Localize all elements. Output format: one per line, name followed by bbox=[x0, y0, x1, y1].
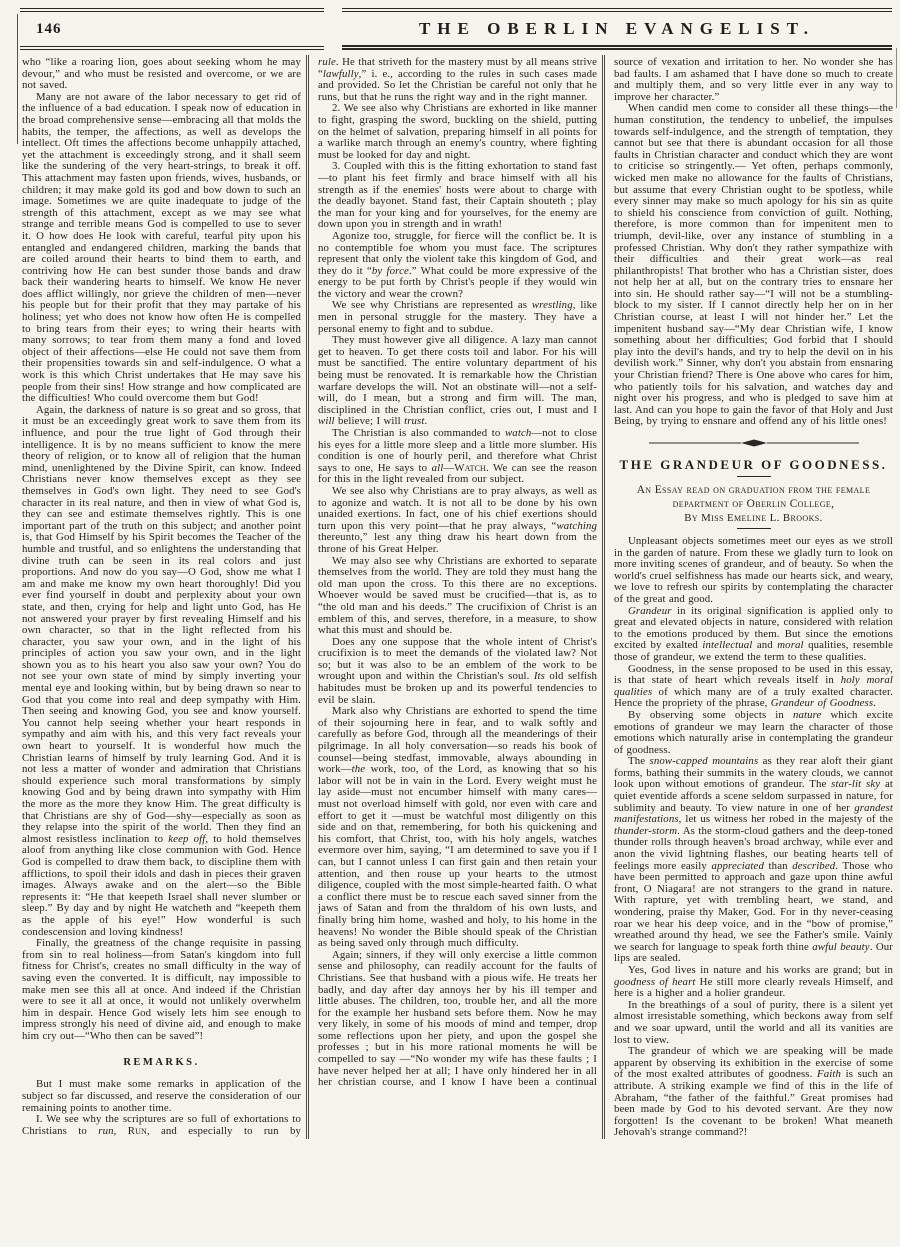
article-paragraph: I. We see why the scriptures are so full of exhortations to Christians to run, Run, and especially to run by bbox=[22, 1113, 301, 1137]
article-paragraph: source of vexation and irritation to her. No wonder she has bad faults. I am ashamed that I have done so much to create and multiply them, and so very little ever in any way to improve her character.” bbox=[614, 56, 893, 103]
article-paragraph: Again, the darkness of nature is so great and so gross, that it must be an exceedingly great work to save them from its influence, and pour the true light of God through their intelligence. It is by no means sufficient to know the mere theory of religion, or to know all of religion that the human mind, unenlightened by the Divine Spirit, can know. Indeed Christians never know themselves except as they see themselves in God's own light. They need to see God's character in its real nature, and then in view of what God is, they can see and estimate themselves rightly. This is one important part of the truth on this subject; and another point is, that God Himself by his Spirit becomes the Teacher of the humble and trustful, and so enlightens the understanding that divine truth can be seen in its real colors and just proportions. And now do you say—O God, show me what I am and make me know my own heart thoroughly! Did you ever find yourself in doubt and perplexity about your own state, and then, crying for help and light unto God, has He not answered your prayer by first revealing Himself and his own character, so that in the light reflected from his character, you saw your own, and in the light of his principles of action you saw your own, and in the light shown you as to his heart you also saw your own? You do not see your own state of mind by simply inverting your mental eye and looking within, but by being drawn so near to God that you come into real and deep sympathy with Him. Then seeing and knowing God, you see and know yourself. You cannot help seeing whether your heart responds in sympathy and aim with his, and this very fact reveals your own heart to yourself. It is wonderful how much the Christian learns of himself by truly learning God. And it is not less a matter of wonder and admiration that Christians should experience such moral transformations by simply knowing God and by being drawn into sympathy with Him the more as the more they know Him. The great difficulty is that Christians are shy of God—shy—especially as soon as they relapse into the spirit of the world. Then they find an almost resistless inclination to keep off, to hold themselves aloof from anything like close communion with God. Hence God is compelled to draw them back, to discipline them with afflictions, to spoil their idols and dash in pieces their graven images. Always awake and on the alert—so the Bible represents it: “He that keepeth Israel shall never slumber or sleep.” By day and by night He watcheth and “keepeth them as the apple of his eye!” How wonderful is such condescension and loving kindness! bbox=[22, 403, 301, 938]
essay-paragraph: In the breathings of a soul of purity, there is a silent yet almost irresistable something, which beckons away from self and we soar upward, until the world and all its vanities are lost to view. bbox=[614, 998, 893, 1046]
scan-edge-line bbox=[896, 48, 897, 108]
article-paragraph: Agonize too, struggle, for fierce will the conflict be. It is no contemptible foe whom you must face. The scriptures represent that only the violent take this kingdom of God, and they do it “by force.” What could be more expressive of the energy to be put forth by Christ's people if they would win the victory and wear the crown? bbox=[318, 229, 598, 300]
column-2 bbox=[306, 55, 597, 1139]
essay-subtitle-line2: department of Oberlin College, bbox=[672, 497, 835, 510]
essay-paragraph: Yes, God lives in nature and his works are grand; but in goodness of heart He still more clearly reveals Himself, and here is a higher and a holier grandeur. bbox=[614, 963, 893, 1000]
article-paragraph: We see also why Christians are to pray always, as well as to agonize and watch. It is not all to be done by his own unaided exertions. In fact, one of his chief exertions should turn upon this very point—that he pray always, “watching thereunto,” lest any thing draw his heart down from the throne of his Great Helper. bbox=[318, 484, 597, 555]
article-paragraph: 2. We see also why Christians are exhorted in like manner to fight, grasping the sword, buckling on the shield, putting on the helmet of salvation, preparing himself in all points for a warlike march through an enemy's country, where fighting must be looked for day and night. bbox=[318, 102, 597, 161]
section-divider bbox=[614, 438, 893, 448]
essay-title: THE GRANDEUR OF GOODNESS. bbox=[619, 457, 888, 472]
article-paragraph: rule. He that striveth for the mastery must by all means strive “lawfully,” i. e., according to the rules in such cases made and provided. So let the Christian be careful not only that he runs, but that he runs the right way and in the right manner. bbox=[318, 56, 597, 103]
article-paragraph: Finally, the greatness of the change requisite in passing from sin to real holiness—from Satan's kingdom into full fitness for Christ's, creates no small difficulty in the way of saving even the converted. It is difficult, nay impossible to make men see this all at once. And indeed if the Christian were to see it all at once, it would not unlikely overwhelm him in despair. Hence God wisely lets him see enough to impress strongly his need of divine aid, and enough to make him cry out—“Who then can be saved”! bbox=[22, 937, 301, 1042]
article-paragraph: Does any one suppose that the whole intent of Christ's crucifixion is to meet the demands of the violated law? Not so; but it was also to be an emblem of the work to be wrought upon and within the Christian's soul. Its old selfish habitudes must be broken up and its powerful tendencies to evil be slain. bbox=[318, 635, 597, 706]
article-paragraph: The Christian is also commanded to watch—not to close his eyes for a little more sleep and a little more slumber. His condition is one of hourly peril, and therefore what Christ says to one, He says to all—Watch. We can see the reason for this in the light revealed from our subject. bbox=[318, 427, 598, 486]
diamond-divider-icon bbox=[649, 438, 859, 448]
newspaper-page bbox=[0, 8, 900, 1247]
article-paragraph: They must however give all diligence. A lazy man cannot get to heaven. To get there costs toil and labor. For his will must be sanctified. The entire voluntary department of his being must be renovated. It is remarkable how the Christian warfare develops the will. Not an obstinate will—not a self-will, do I mean, but a strong and firm will. The man, disciplined in the Christian conflict, cries out, I must and I will believe; I will trust. bbox=[318, 334, 597, 428]
masthead-title: THE OBERLIN EVANGELIST. bbox=[342, 8, 892, 50]
essay-paragraph: The grandeur of which we are speaking will be made apparent by observing its exhibition in the exercise of some of the most exalted attributes of goodness. Faith is such an attribute. A striking example we find of this in the life of Abraham, “the father of the faithful.” Great promises had been made by God to his devoted servant. Are they now forgotten! Is the covenant to be broken! What meaneth Jehovah's strange command?! bbox=[614, 1045, 893, 1139]
essay-paragraph: Goodness, in the sense proposed to be used in this essay, is that state of heart which reveals itself in holy moral qualities of which many are of a truly exalted character. Hence the propriety of the phrase, Grandeur of Goodness. bbox=[614, 662, 893, 710]
subtitle-rule bbox=[737, 528, 771, 529]
article-paragraph: Many are not aware of the labor necessary to get rid of the influence of a bad education. I speak now of education in the broad comprehensive sense—embracing all that molds the habits, the temper, the affections, as well as develops the intellect. Oft times the affections become unhappily attached, yet the attachment is exceedingly strong, and it shall seem like the sundering of the very heart-strings, to break it off. This attachment may fasten upon friends, wives, husbands, or children; it may make gold its god and bow down to such an image. Sometimes we are quite inadequate to judge of the strength of this attachment, except as we may see what strange and terrible means God is compelled to use to sever it. O how does He look with careful, tearful pity upon his entangled and endangered children, marking the bands that are coiled around their hearts to bind them to earth, and contriving how He can best sunder those bands and draw back their wandering hearts to himself. We know He never does afflict willingly, nor grieve the children of men—never his people but for their profit that they may partake of his holiness; yet who does not know how often He is compelled to bring tears from their eyes; to wring their hearts with many sorrows; to tear from them many a fond and loved object of their affections—else He could not save them from their propensities towards sin and self-indulgence. O what a work is this which Christ undertakes that He may save his people from their sins! How strange and how complicated are the difficulties! Who could overcome them but God! bbox=[22, 90, 301, 405]
essay-paragraph: The snow-capped mountains as they rear aloft their giant forms, bathing their summits in the watery clouds, we cannot look upon without emotions of grandeur. The star-lit sky at quiet eventide affords a scene seldom surpassed in nature, for sublimity and beauty. To view nature in one of her grandest manifestations, let us witness her robed in the majesty of the thunder-storm. As the storm-cloud gathers and the deep-toned thunder rolls through heaven's broad archway, while ever and anon the vivid lightning flashes, our beating hearts tell of feelings more easily appreciated than described. Those who have been permitted to approach and gaze upon thine awful front, O Niagara! are not strangers to the grand in nature. With rapture, yet with trembling heart, we stand, and wondering, praise thy Maker, God. For in thy never-ceasing roar we hear his deep voice, and in the “bow of promise,” wreathed around thy head, we see the Father's smile. Vainly we search for language to speak forth thine awful beauty. Our lips are sealed. bbox=[614, 755, 894, 965]
article-paragraph: Again; sinners, if they will only exercise a little common sense and philosophy, can readily account for the faults of Christians. See that husband with a pious wife. He treats her badly, and day after day annoys her by his ill temper and little abuses. The children, too, trouble her, and all the more for the example her husband sets before them. Now he may very likely, in some of his moods of mind and temper, drop some reflections upon her piety, and upon the gospel she professes ; but in his more rational moments he will be compelled to say —“No wonder my wife has these faults ; I have never helped her at all; I have only hindered her in all her christian course, and I know I have been a continual bbox=[318, 948, 597, 1089]
essay-paragraph: Unpleasant objects sometimes meet our eyes as we stroll in the garden of nature. From these we gladly turn to look on more inviting scenes of grandeur, and of beauty. So when the world's cruel selfishness has made our hearts sick, and weary, we love to refresh our spirits by contemplating the character of the great and good. bbox=[614, 535, 893, 605]
article-paragraph: But I must make some remarks in application of the subject so far discussed, and reserve the consideration of our remaining points to another time. bbox=[22, 1078, 301, 1114]
page-number: 146 bbox=[20, 8, 324, 50]
column-layout bbox=[22, 55, 894, 1139]
article-paragraph: who “like a roaring lion, goes about seeking whom he may devour,” and who must be resisted and overcome, or we are not saved. bbox=[22, 56, 301, 92]
essay-paragraph: Grandeur in its original signification is applied only to great and elevated objects in nature, considered with relation to the emotions produced by them. But since the emotions excited by exalted intellectual and moral qualities, resemble those of grandeur, we extend the term to these qualities. bbox=[614, 604, 893, 663]
remarks-heading: REMARKS. bbox=[123, 1057, 200, 1069]
page-header bbox=[20, 8, 892, 50]
title-rule bbox=[737, 476, 771, 477]
essay-byline: By Miss Emeline L. Brooks. bbox=[684, 512, 823, 524]
scan-edge-line bbox=[17, 14, 18, 144]
column-1 bbox=[22, 55, 301, 1139]
article-paragraph: When candid men come to consider all these things—the human constitution, the tendency to unbelief, the impulses towards self-indulgence, and the strength of temptation, they cannot but see that there is abundant occasion for all those faults in Christian character and conduct which they are wont to criticise so stringently.— Yet often, perhaps commonly, wicked men make no allowance for the faults of Christians, but assume that every Christian ought to be spotless, while every sinner may make so much apology for his sin as quite to shield his conscience from conviction of guilt. Nothing, therefore, is more common than for impenitent men to triumph, devil-like, over any instance of stumbling in a professed Christian. Why don't they rather sympathize with their difficulties and their great work—as real philanthropists! That brother who has a Christian sister, does not help her at all, but on the contrary tries to ensnare her into sin. He should rather say—“I will not be a stumbling-block to my sister. If I cannot directly help her on in her Christian course, at least I will not hinder her.” Let the impenitent husband say—“My dear Christian wife, I know something about her difficulties; God forbid that I should play into the devil's hands, and try to help the devil on in his devilish work.” Sinner, why don't you abstain from ensnaring your Christian friend? There is One above who cares for him, who patiently toils for his salvation, and watches day and night over his progress, and who is pledged to save him at last. And can you hope to gain the favor of that Holy and Just Being, by trying to ensnare and offend any of his little ones! bbox=[614, 102, 894, 428]
essay-subtitle-line1: An Essay read on graduation from the female bbox=[636, 484, 871, 496]
article-paragraph: 3. Coupled with this is the fitting exhortation to stand fast—to plant his feet firmly and brace himself with all his strength as if the enemies' hosts were about to charge with the deadly bayonet. Stand fast, their Captain shouteth ; play the man for your king and for yourselves, for the enemy are down upon you in strength and in wrath! bbox=[318, 160, 597, 231]
article-paragraph: Mark also why Christians are exhorted to spend the time of their sojourning here in fear, and to walk softly and carefully as before God, through all the meanderings of their pilgrimage. In all holy conversation—so reads his book of counsel—being stedfast, immovable, always abounding in work—the work, too, of the Lord, as knowing that so his labor will not be in vain in the Lord. Every weight must he lay aside—must not encumber himself with many cares—must not overload himself with gold, nor even with care and effort to get it —must be watchful most diligently on this side and on that, remembering, for both his quickening and his comfort, that Christ, too, with his holy angels, watches evermore over him, saying, “I am determined to save you if I can, but I cannot unless I can first gain and then retain your attention, and then rouse up your hearts to the utmost diligence, coupled with the most simple-hearted faith. O what a conflict there must be to rescue each saved sinner from the jaws of Satan and from the thraldom of his own lusts, and finally bring him home, washed and holy, to his home in the heavens! No wonder the Bible should speak of the Christian as being saved only through much difficulty. bbox=[318, 705, 597, 950]
article-paragraph: We may also see why Christians are exhorted to separate themselves from the world. They are told they must hang the old man upon the cross. To this there are no exceptions. Whoever would be saved must be crucified—that is, as to “the old man and his deeds.” The crucifixion of Christ is an emblem of this, and serves, therefore, in a measure, to show what this must and should be. bbox=[318, 554, 597, 637]
article-paragraph: We see why Christians are represented as wrestling, like men in personal struggle for the mastery. They have a personal enemy to fight and to subdue. bbox=[318, 299, 597, 335]
column-3 bbox=[602, 55, 893, 1139]
essay-paragraph: By observing some objects in nature which excite emotions of grandeur we may learn the character of those emotions which naturally arise in contemplating the grandeur of goodness. bbox=[614, 708, 893, 756]
